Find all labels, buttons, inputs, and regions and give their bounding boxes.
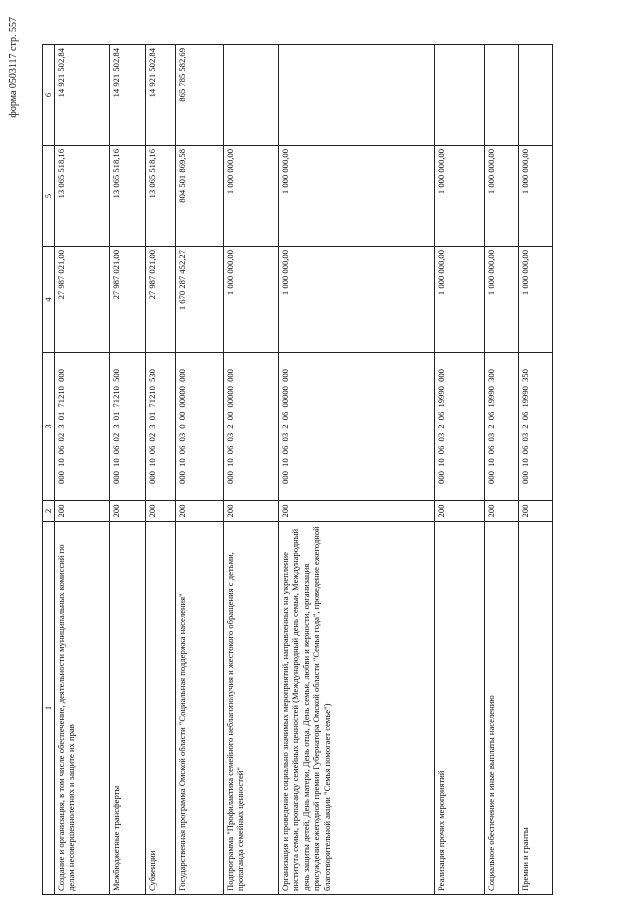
cell-unexecuted: 14 921 502,84: [146, 45, 176, 146]
cell-approved: 1 670 287 452,27: [176, 247, 224, 353]
cell-kbk: 000 10 06 03 2 00 00000 000: [224, 353, 279, 501]
cell-code: 200: [435, 501, 485, 522]
cell-approved: 27 987 021,00: [110, 247, 146, 353]
table-row: [146, 45, 176, 895]
cell-kbk: 000 10 06 02 3 01 71210 000: [55, 353, 110, 501]
cell-code: 200: [224, 501, 279, 522]
table-row: [224, 45, 279, 895]
cell-unexecuted: [279, 45, 435, 146]
table-row: [55, 45, 110, 895]
cell-kbk: 000 10 06 03 2 06 00000 000: [279, 353, 435, 501]
table-row: [485, 45, 519, 895]
cell-code: 200: [55, 501, 110, 522]
cell-code: 200: [519, 501, 553, 522]
cell-executed: 13 065 518,16: [146, 146, 176, 247]
cell-name: Создание и организация, в том числе обеспечение, деятельности муниципальных комиссий по делам несовершеннолетних и защите их прав: [55, 522, 110, 895]
cell-executed: 1 000 000,00: [485, 146, 519, 247]
cell-name: Межбюджетные трансферты: [110, 522, 146, 895]
cell-kbk: 000 10 06 02 3 01 71210 530: [146, 353, 176, 501]
cell-unexecuted: [485, 45, 519, 146]
cell-name: Реализация прочих мероприятий: [435, 522, 485, 895]
column-header: 5: [43, 146, 55, 247]
cell-approved: 27 987 021,00: [55, 247, 110, 353]
cell-executed: 1 000 000,00: [519, 146, 553, 247]
cell-approved: 1 000 000,00: [224, 247, 279, 353]
table-row: [176, 45, 224, 895]
cell-unexecuted: 865 785 582,69: [176, 45, 224, 146]
cell-code: 200: [146, 501, 176, 522]
cell-kbk: 000 10 06 03 2 06 19990 350: [519, 353, 553, 501]
column-header: 3: [43, 353, 55, 501]
cell-unexecuted: 14 921 502,84: [55, 45, 110, 146]
table-row: [435, 45, 485, 895]
cell-kbk: 000 10 06 02 3 01 71210 500: [110, 353, 146, 501]
table-row: [110, 45, 146, 895]
cell-unexecuted: 14 921 502,84: [110, 45, 146, 146]
cell-kbk: 000 10 06 03 2 06 19990 300: [485, 353, 519, 501]
cell-code: 200: [110, 501, 146, 522]
cell-kbk: 000 10 06 03 0 00 00000 000: [176, 353, 224, 501]
cell-executed: 13 065 518,16: [110, 146, 146, 247]
form-label: форма 0503117 стр. 557: [8, 17, 19, 118]
cell-name: Социальное обеспечение и иные выплаты населению: [485, 522, 519, 895]
column-header: 2: [43, 501, 55, 522]
header-row: [43, 45, 55, 895]
cell-name: Организация и проведение социально значимых мероприятий, направленных на укрепление института семьи, пропаганду семейных ценностей (Международный день семьи, Международный день защиты детей, День матери, День отца, День семьи, любви и верности, организация присуждения ежегодной премии Губернатора Омской области "Семья года", проведение ежегодной благотворительной акции "Семья помогает семье"): [279, 522, 435, 895]
cell-approved: 27 987 021,00: [146, 247, 176, 353]
budget-table: [42, 44, 553, 895]
cell-executed: 13 065 518,16: [55, 146, 110, 247]
table-body: [43, 45, 553, 895]
cell-executed: 1 000 000,00: [279, 146, 435, 247]
cell-name: Субвенции: [146, 522, 176, 895]
cell-approved: 1 000 000,00: [485, 247, 519, 353]
cell-name: Премии и гранты: [519, 522, 553, 895]
cell-approved: 1 000 000,00: [435, 247, 485, 353]
cell-approved: 1 000 000,00: [279, 247, 435, 353]
cell-code: 200: [176, 501, 224, 522]
cell-unexecuted: [224, 45, 279, 146]
cell-name: Государственная программа Омской области "Социальная поддержка населения": [176, 522, 224, 895]
table-row: [279, 45, 435, 895]
cell-name: Подпрограмма "Профилактика семейного неблагополучия и жестокого обращения с детьми, пропаганда семейных ценностей": [224, 522, 279, 895]
column-header: 4: [43, 247, 55, 353]
column-header: 1: [43, 522, 55, 895]
cell-code: 200: [485, 501, 519, 522]
cell-unexecuted: [519, 45, 553, 146]
cell-executed: 804 501 869,58: [176, 146, 224, 247]
cell-executed: 1 000 000,00: [435, 146, 485, 247]
column-header: 6: [43, 45, 55, 146]
cell-kbk: 000 10 06 03 2 06 19990 000: [435, 353, 485, 501]
cell-approved: 1 000 000,00: [519, 247, 553, 353]
cell-executed: 1 000 000,00: [224, 146, 279, 247]
table-row: [519, 45, 553, 895]
cell-code: 200: [279, 501, 435, 522]
cell-unexecuted: [435, 45, 485, 146]
